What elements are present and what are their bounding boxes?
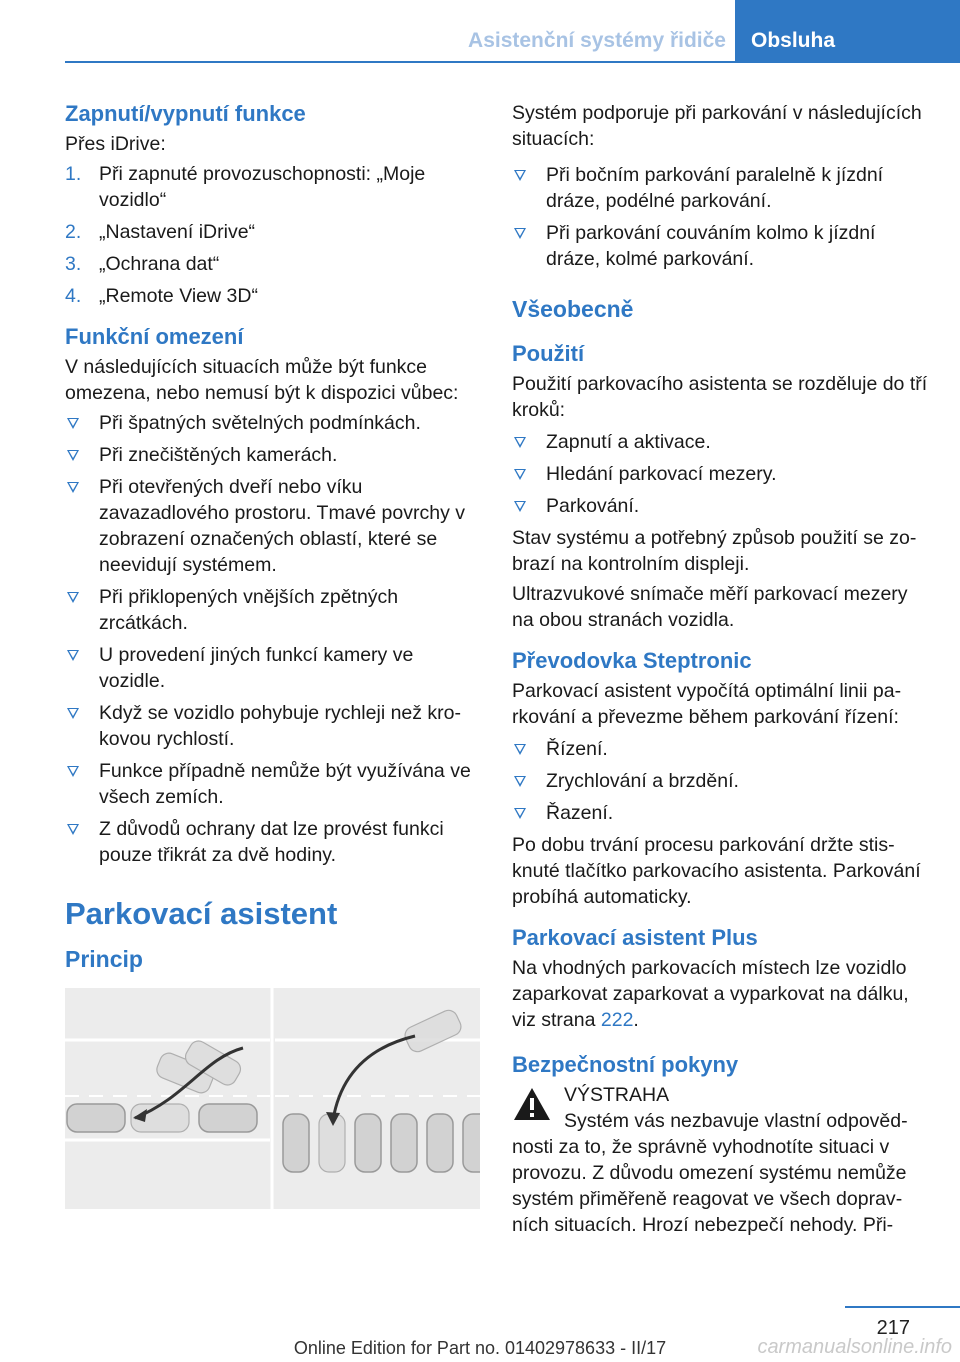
list-item [65,219,479,245]
list-item [65,442,479,468]
list-item [65,700,479,752]
list-item-text: Při otevřených dveří nebo víku zavazadlového prostoru. Tmavé povrchy v zobrazení označených oblastí, které se neevidují systémem. [99,476,465,576]
footer-divider [845,1306,960,1308]
list-item [65,251,479,277]
usage-steps-list [512,429,928,519]
footer-edition: Online Edition for Part no. 01402978633 - II/17 [293,1338,667,1358]
bullet-triangle-icon [67,418,79,429]
warning-text-first: Systém vás nezbavuje vlastní odpověd- [564,1110,908,1132]
list-item [512,768,928,794]
header-divider [65,61,960,63]
list-item [512,736,928,762]
parking-illustration [65,988,480,1209]
heading-steptronic: Převodovka Steptronic [512,648,752,673]
warning-text: nosti za to, že správně vyhodnotíte situaci v provozu. Z důvodu omezení systému nemůže systém přiměřeně reagovat ve všech dopravních situacích. Hrozí nebezpečí nehody. Při- [512,1136,907,1236]
bullet-triangle-icon [67,592,79,603]
list-item-text: Při znečištěných kamerách. [99,444,338,466]
list-item-text: Řízení. [546,738,608,760]
paragraph-plus-end: . [633,1009,639,1031]
list-item [65,283,479,309]
paragraph-ultrazvuk: Ultrazvukové snímače měří parkovací mezery na obou stranách vozidla. [512,583,908,631]
list-item [65,758,479,810]
list-item-text: Při bočním parkování paralelně k jízdní dráze, podélné parkování. [546,164,884,212]
bullet-triangle-icon [514,170,526,181]
list-item [65,584,479,636]
heading-omezeni: Funkční omezení [65,324,244,349]
paragraph-pouziti: Použití parkovacího asistenta se rozděluje do tří kroků: [512,373,928,421]
list-item [65,816,479,868]
step-text: „Remote View 3D“ [99,285,258,307]
paragraph-situace: Systém podporuje při parkování v následujících situacích: [512,102,922,150]
step-text: „Ochrana dat“ [99,253,220,275]
page-number: 217 [876,1317,910,1339]
parking-diagram-image [65,988,480,1209]
bullet-triangle-icon [514,776,526,787]
page-header [0,0,960,62]
warning-icon [512,1086,552,1122]
list-item-text: Řazení. [546,802,614,824]
chapter-tab[interactable]: Obsluha [735,0,960,62]
bullet-triangle-icon [67,450,79,461]
heading-zapnuti: Zapnutí/vypnutí funkce [65,101,306,126]
bullet-triangle-icon [67,650,79,661]
list-item-text: Funkce případně nemůže být využívána ve všech zemích. [99,760,471,808]
list-item [65,474,479,578]
steptronic-list [512,736,928,826]
paragraph-idrive: Přes iDrive: [65,133,166,155]
list-item-text: Parkování. [546,495,640,517]
list-item-text: U provedení jiných funkcí kamery ve vozidle. [99,644,414,692]
step-number: 1. [65,163,82,185]
step-number: 2. [65,221,82,243]
list-item-text: Zrychlování a brzdění. [546,770,739,792]
list-item [512,461,928,487]
list-item-text: Při parkování couváním kolmo k jízdní dráze, kolmé parkování. [546,222,876,270]
bullet-triangle-icon [514,228,526,239]
heading-bezpecnost: Bezpečnostní pokyny [512,1052,739,1077]
heading-plus: Parkovací asistent Plus [512,925,758,950]
heading-vseobecne: Všeobecně [512,296,634,322]
bullet-triangle-icon [514,469,526,480]
list-item-text: Zapnutí a aktivace. [546,431,711,453]
paragraph-tlacitko: Po dobu trvání procesu parkování držte stisknuté tlačítko parkovacího asistenta. Parkování probíhá automaticky. [512,834,921,908]
warning-title: VÝSTRAHA [564,1084,670,1106]
bullet-triangle-icon [514,808,526,819]
right-column [512,100,928,1238]
list-item [512,800,928,826]
limitations-list [65,410,479,868]
step-number: 3. [65,253,82,275]
heading-pouziti: Použití [512,341,585,366]
bullet-triangle-icon [514,744,526,755]
list-item-text: Z důvodů ochrany dat lze provést funkci pouze třikrát za dvě hodiny. [99,818,444,866]
bullet-triangle-icon [67,824,79,835]
bullet-triangle-icon [67,708,79,719]
idrive-steps-list [65,161,479,309]
list-item [65,642,479,694]
bullet-triangle-icon [67,482,79,493]
step-text: „Nastavení iDrive“ [99,221,256,243]
list-item [65,161,479,213]
list-item [512,162,928,214]
list-item-text: Při špatných světelných podmínkách. [99,412,421,434]
paragraph-steptronic: Parkovací asistent vypočítá optimální linii parkování a převezme během parkování řízení: [512,680,902,728]
paragraph-stav: Stav systému a potřebný způsob použití se zobrazí na kontrolním displeji. [512,527,917,575]
paragraph-omezeni: V následujících situacích může být funkce omezena, nebo nemusí být k dispozici vůbec: [65,356,459,404]
page-link[interactable]: 222 [600,1009,634,1031]
bullet-triangle-icon [67,766,79,777]
step-number: 4. [65,285,82,307]
situations-list [512,162,928,272]
list-item-text: Hledání parkovací mezery. [546,463,777,485]
list-item [512,220,928,272]
heading-parkovaci-asistent: Parkovací asistent [65,896,338,931]
list-item [512,429,928,455]
section-title: Asistenční systémy řidiče [468,29,726,52]
watermark: carmanualsonline.info [757,1336,952,1358]
paragraph-plus [512,955,928,1033]
list-item [512,493,928,519]
bullet-triangle-icon [514,437,526,448]
left-column [65,100,479,1209]
paragraph-plus-text: Na vhodných parkovacích místech lze vozidlo zaparkovat zaparkovat a vyparkovat na dálku, viz strana [512,957,909,1031]
list-item-text: Když se vozidlo pohybuje rychleji než krokovou rychlostí. [99,702,462,750]
list-item-text: Při přiklopených vnějších zpětných zrcátkách. [99,586,399,634]
step-text: Při zapnuté provozuschopnosti: „Moje vozidlo“ [99,163,426,211]
heading-princip: Princip [65,946,143,972]
list-item [65,410,479,436]
warning-block [512,1082,928,1238]
bullet-triangle-icon [514,501,526,512]
